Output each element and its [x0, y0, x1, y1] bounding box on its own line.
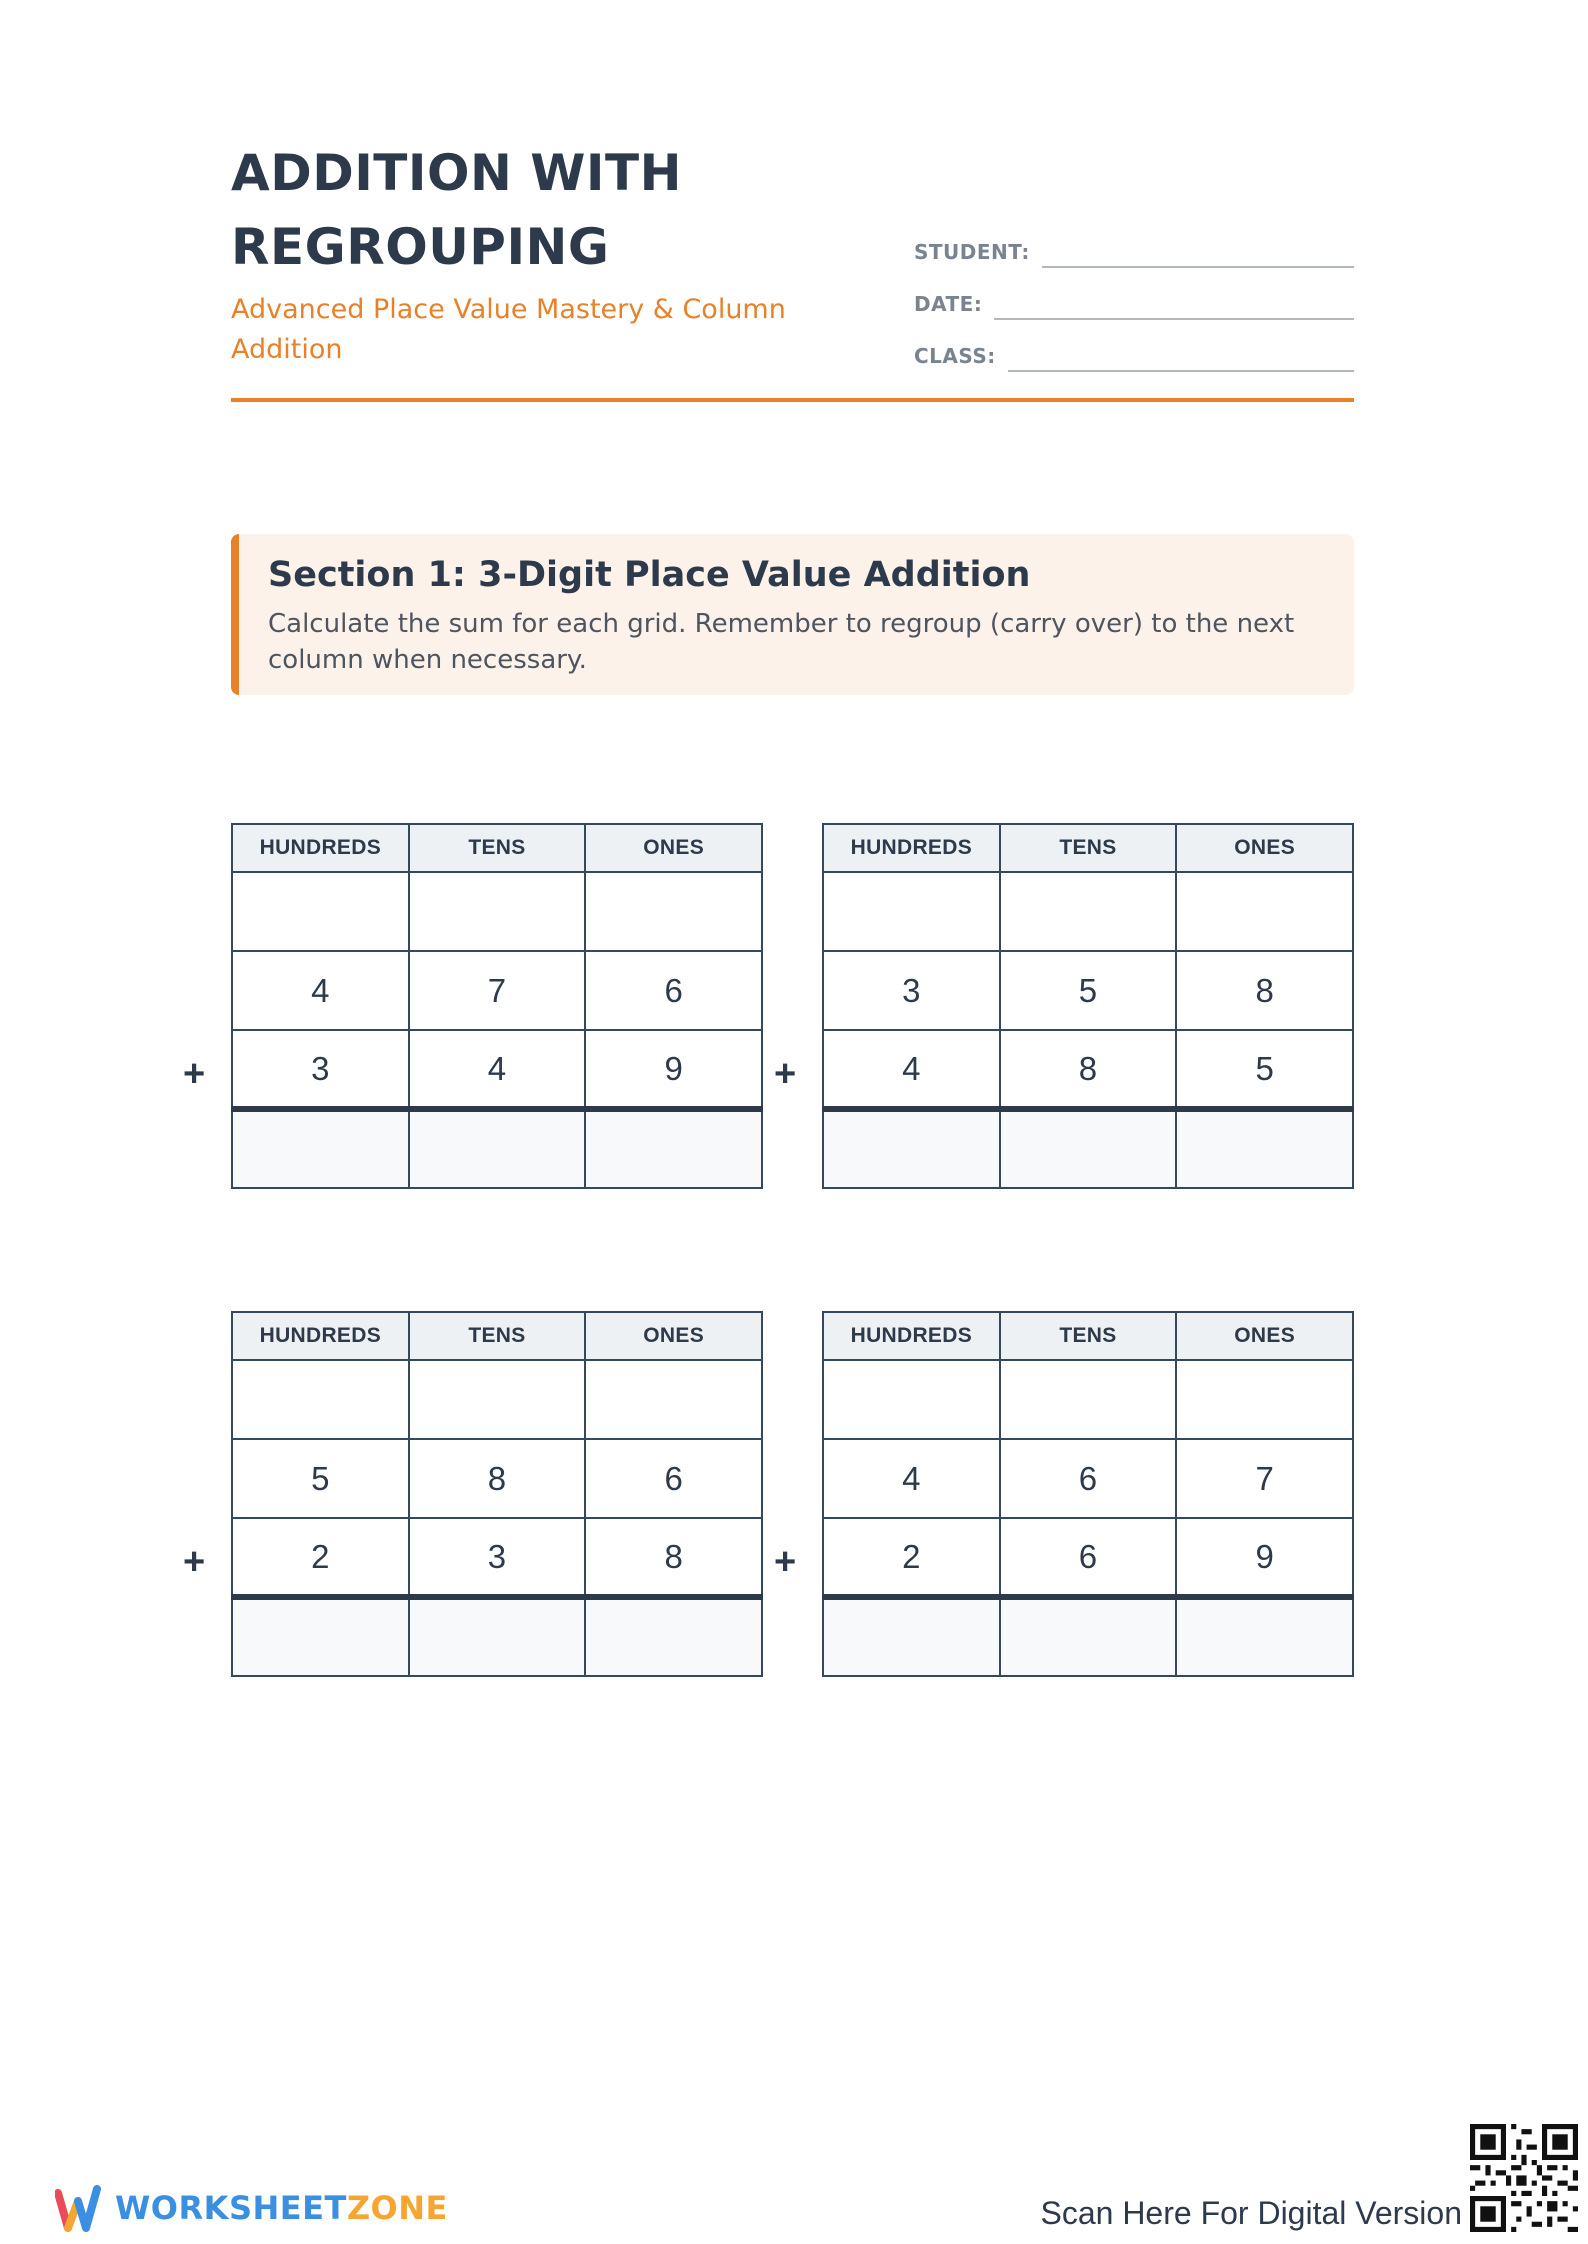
addend-digit: 6: [1000, 1518, 1177, 1597]
addend-digit: 2: [823, 1518, 1000, 1597]
header-tens: TENS: [409, 1312, 586, 1360]
header-ones: ONES: [1176, 824, 1353, 872]
addend-digit: 3: [409, 1518, 586, 1597]
addend-digit: 2: [232, 1518, 409, 1597]
answer-cell[interactable]: [1000, 1109, 1177, 1188]
carry-cell[interactable]: [409, 1360, 586, 1439]
place-value-table: [822, 1311, 1354, 1677]
addend-digit: 7: [409, 951, 586, 1030]
carry-cell[interactable]: [409, 872, 586, 951]
student-line[interactable]: [1042, 266, 1354, 268]
header-tens: TENS: [1000, 824, 1177, 872]
logo-word-accent: ZONE: [346, 2189, 448, 2227]
answer-cell[interactable]: [409, 1109, 586, 1188]
place-value-table: [231, 1311, 763, 1677]
student-field[interactable]: [914, 228, 1354, 268]
place-value-table: [822, 823, 1354, 1189]
date-line[interactable]: [994, 318, 1354, 320]
plus-sign: +: [774, 1053, 797, 1095]
plus-sign: +: [774, 1541, 797, 1583]
addend-digit: 3: [232, 1030, 409, 1109]
student-label: STUDENT:: [914, 240, 1030, 264]
plus-sign: +: [183, 1541, 206, 1583]
carry-cell[interactable]: [1000, 1360, 1177, 1439]
answer-cell[interactable]: [232, 1597, 409, 1676]
addend-digit: 4: [232, 951, 409, 1030]
addition-grid-3: [183, 1311, 763, 1677]
answer-cell[interactable]: [409, 1597, 586, 1676]
section-title: Section 1: 3-Digit Place Value Addition: [268, 555, 1031, 595]
addend-digit: 8: [585, 1518, 762, 1597]
addition-grid-4: [774, 1311, 1354, 1677]
header-hundreds: HUNDREDS: [823, 824, 1000, 872]
carry-cell[interactable]: [1176, 1360, 1353, 1439]
addend-digit: 8: [1176, 951, 1353, 1030]
header-hundreds: HUNDREDS: [232, 824, 409, 872]
addition-grid-1: [183, 823, 763, 1189]
date-label: DATE:: [914, 292, 983, 316]
place-value-table: [231, 823, 763, 1189]
header-tens: TENS: [1000, 1312, 1177, 1360]
addend-digit: 4: [823, 1030, 1000, 1109]
section-callout: [231, 534, 1354, 695]
header-divider: [231, 398, 1354, 402]
header-hundreds: HUNDREDS: [823, 1312, 1000, 1360]
answer-cell[interactable]: [232, 1109, 409, 1188]
plus-sign: +: [183, 1053, 206, 1095]
answer-cell[interactable]: [823, 1597, 1000, 1676]
addend-digit: 6: [585, 1439, 762, 1518]
logo-wordmark: [115, 2189, 448, 2227]
answer-cell[interactable]: [1000, 1597, 1177, 1676]
carry-cell[interactable]: [1000, 872, 1177, 951]
addend-digit: 9: [1176, 1518, 1353, 1597]
header-ones: ONES: [585, 1312, 762, 1360]
addend-digit: 4: [823, 1439, 1000, 1518]
worksheet-subtitle: Advanced Place Value Mastery & Column Addition: [231, 294, 786, 365]
class-line[interactable]: [1008, 370, 1354, 372]
qr-code-icon[interactable]: [1470, 2124, 1578, 2232]
header-hundreds: HUNDREDS: [232, 1312, 409, 1360]
answer-cell[interactable]: [585, 1597, 762, 1676]
answer-cell[interactable]: [1176, 1109, 1353, 1188]
addend-digit: 4: [409, 1030, 586, 1109]
header-tens: TENS: [409, 824, 586, 872]
carry-cell[interactable]: [232, 1360, 409, 1439]
addend-digit: 7: [1176, 1439, 1353, 1518]
carry-cell[interactable]: [823, 872, 1000, 951]
worksheet-title: ADDITION WITH REGROUPING: [231, 144, 682, 276]
addend-digit: 5: [1176, 1030, 1353, 1109]
addend-digit: 8: [1000, 1030, 1177, 1109]
date-field[interactable]: [914, 280, 1354, 320]
answer-cell[interactable]: [585, 1109, 762, 1188]
addend-digit: 9: [585, 1030, 762, 1109]
class-label: CLASS:: [914, 344, 996, 368]
scan-caption: Scan Here For Digital Version: [1040, 2195, 1462, 2231]
carry-cell[interactable]: [823, 1360, 1000, 1439]
worksheetzone-logo[interactable]: [55, 2183, 448, 2233]
logo-word-main: WORKSHEET: [115, 2189, 347, 2227]
addend-digit: 6: [585, 951, 762, 1030]
answer-cell[interactable]: [823, 1109, 1000, 1188]
header-ones: ONES: [1176, 1312, 1353, 1360]
carry-cell[interactable]: [1176, 872, 1353, 951]
answer-cell[interactable]: [1176, 1597, 1353, 1676]
header-ones: ONES: [585, 824, 762, 872]
addend-digit: 5: [1000, 951, 1177, 1030]
addition-grid-2: [774, 823, 1354, 1189]
addend-digit: 3: [823, 951, 1000, 1030]
carry-cell[interactable]: [232, 872, 409, 951]
class-field[interactable]: [914, 332, 1354, 372]
addend-digit: 5: [232, 1439, 409, 1518]
addend-digit: 8: [409, 1439, 586, 1518]
section-description: Calculate the sum for each grid. Remember to regroup (carry over) to the next column when necessary.: [268, 609, 1295, 675]
worksheetzone-logo-icon: [55, 2183, 101, 2233]
carry-cell[interactable]: [585, 1360, 762, 1439]
addend-digit: 6: [1000, 1439, 1177, 1518]
carry-cell[interactable]: [585, 872, 762, 951]
